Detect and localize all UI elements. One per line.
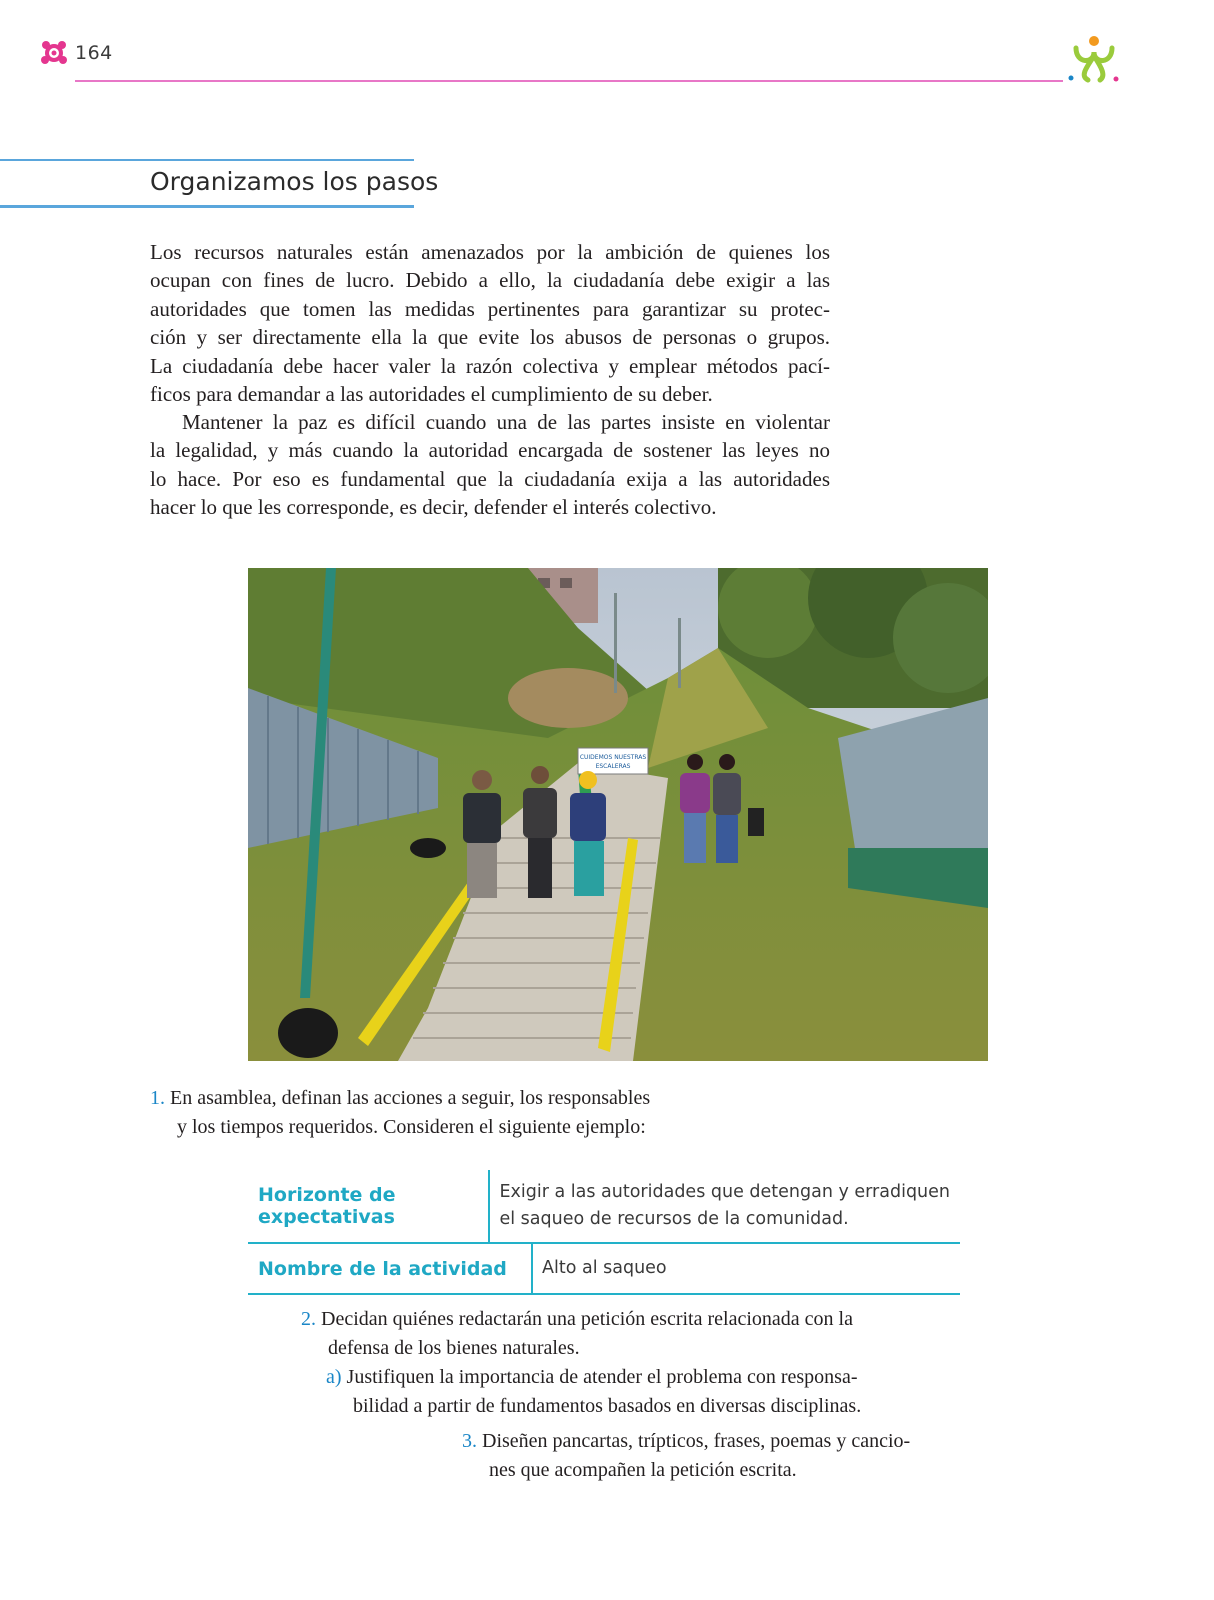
item-number: 3. xyxy=(462,1430,477,1452)
activity-item-3 xyxy=(462,1427,910,1485)
paragraph-line: La ciudadanía debe hacer valer la razón colectiva y emplear métodos pací- xyxy=(150,353,830,378)
item-text-line: En asamblea, definan las acciones a seguir, los responsables xyxy=(170,1087,651,1109)
table-value-cell xyxy=(531,1244,960,1293)
book-logo-icon xyxy=(1066,34,1122,86)
paragraph-line: lo hace. Por eso es fundamental que la ciudadanía exija a las autoridades xyxy=(150,466,830,491)
community-stairs-photo xyxy=(248,568,988,1061)
item-text-line: y los tiempos requeridos. Consideren el siguiente ejemplo: xyxy=(177,1116,646,1138)
item-text-line: Diseñen pancartas, trípticos, frases, poemas y cancio- xyxy=(482,1430,911,1452)
activity-item-1 xyxy=(150,1084,650,1142)
paragraph-line: ción y ser directamente ella la que evite los abusos de personas o grupos. xyxy=(150,325,830,350)
table-value-line: Exigir a las autoridades que detengan y erradiquen xyxy=(499,1182,950,1202)
body-paragraph xyxy=(150,408,830,522)
item-letter: a) xyxy=(326,1366,342,1388)
header-rule xyxy=(75,80,1063,82)
table-value-line: el saqueo de recursos de la comunidad. xyxy=(499,1209,849,1229)
page-corner-ornament-icon xyxy=(40,40,68,66)
stairs-sign-text: ESCALERAS xyxy=(595,763,631,770)
paragraph-line: Mantener la paz es difícil cuando una de las partes insiste en violentar xyxy=(182,410,830,434)
table-header-cell: Horizonte de expectativas xyxy=(258,1184,396,1228)
table-row xyxy=(248,1244,960,1295)
body-paragraph xyxy=(150,238,830,408)
paragraph-line: autoridades que tomen las medidas pertinentes para garantizar su protec- xyxy=(150,296,830,321)
activity-item-2 xyxy=(301,1305,853,1363)
item-number: 2. xyxy=(301,1308,316,1330)
paragraph-line: la legalidad, y más cuando la autoridad encargada de sostener las leyes no xyxy=(150,438,830,463)
table-row xyxy=(248,1170,960,1244)
activity-subitem-2a xyxy=(326,1363,861,1421)
section-title: Organizamos los pasos xyxy=(150,167,439,196)
item-text-line: nes que acompañen la petición escrita. xyxy=(489,1459,797,1481)
page-number: 164 xyxy=(75,42,113,64)
table-header-cell: Nombre de la actividad xyxy=(258,1257,507,1280)
stairs-sign-text: CUIDEMOS NUESTRAS xyxy=(579,754,647,761)
item-text-line: bilidad a partir de fundamentos basados en diversas disciplinas. xyxy=(353,1395,862,1417)
paragraph-line: ficos para demandar a las autoridades el cumplimiento de su deber. xyxy=(150,382,713,407)
item-text-line: defensa de los bienes naturales. xyxy=(328,1337,580,1359)
item-text-line: Decidan quiénes redactarán una petición escrita relacionada con la xyxy=(321,1308,853,1330)
item-number: 1. xyxy=(150,1087,165,1109)
table-value-cell xyxy=(488,1170,960,1242)
item-text-line: Justifiquen la importancia de atender el problema con responsa- xyxy=(346,1366,858,1388)
title-rule-bottom xyxy=(0,205,414,208)
title-rule-top xyxy=(0,159,414,161)
paragraph-line: Los recursos naturales están amenazados por la ambición de quienes los xyxy=(150,240,830,264)
paragraph-line: hacer lo que les corresponde, es decir, defender el interés colectivo. xyxy=(150,495,717,520)
table-value-line: Alto al saqueo xyxy=(542,1258,667,1278)
paragraph-line: ocupan con fines de lucro. Debido a ello, la ciudadanía debe exigir a las xyxy=(150,268,830,293)
example-table xyxy=(248,1170,960,1295)
